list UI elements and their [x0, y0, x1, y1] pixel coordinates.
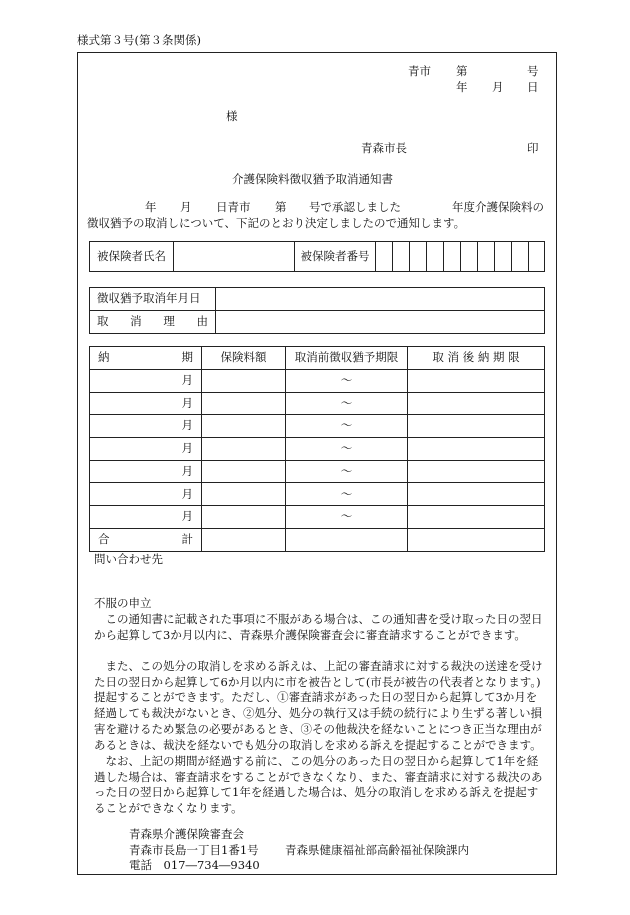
form-label: 様式第３号(第３条関係) [77, 33, 201, 47]
appeal-paragraph-2: また、この処分の取消しを求める訴えは、上記の審査請求に対する裁決の送達を受けた日の翌日から起算して6か月以内に市を被告として(市長が被告の代表者となります。)提起することができます。ただし、①審査請求があった日の翌日から起算して3か月を経過しても裁決がないとき、②処分、処分の執行又は手続の続行により生ずる著しい損害を避けるため緊急の必要があるとき、③その他裁決を経ないことにつき正当な理由があるときは、裁決を経ないでも処分の取消しを求める訴えを提起することができます。 [94, 659, 543, 752]
appeal-heading: 不服の申立 [94, 596, 152, 610]
insured-number-digit [529, 242, 545, 272]
table-row [90, 415, 545, 438]
insured-number-digit [376, 242, 393, 272]
table-row [90, 506, 545, 529]
header-dai: 第 [456, 64, 468, 78]
table-row [90, 483, 545, 506]
contact-org: 青森県介護保険審査会 [129, 827, 244, 841]
total-row: 合 計 [90, 528, 545, 551]
range-tilde: 〜 [340, 373, 353, 388]
cancel-table [89, 287, 545, 334]
table-row [90, 392, 545, 415]
intro-dai: 第 [275, 200, 287, 214]
intro-month: 月 [180, 200, 192, 214]
insured-name-value [174, 242, 295, 272]
contact-address: 青森市長島一丁目1番1号 [129, 843, 259, 857]
insured-number-digit [512, 242, 529, 272]
insured-number-digit [495, 242, 512, 272]
header-period: 納 期 [90, 347, 202, 370]
total-label: 合 [98, 531, 110, 546]
header-year: 年 [456, 80, 468, 94]
appeal-paragraph-3: なお、上記の期間が経過する前に、この処分のあった日の翌日から起算して1年を経過した場合は、審査請求をすることができなくなり、また、審査請求に対する裁決のあった日の翌日から起算して1年を経過した場合は、処分の取消しを求める訴えを提起することができなくなります。 [94, 754, 543, 816]
document-title: 介護保険料徴収猶予取消通知書 [232, 172, 393, 186]
insured-number-digit [410, 242, 427, 272]
cancel-reason-label: 取 消 理 由 [90, 311, 216, 334]
appeal-paragraph-1: この通知書に記載された事項に不服がある場合は、この通知書を受け取った日の翌日から起算して3か月以内に、青森県介護保険審査会に審査請求することができます。 [94, 612, 543, 642]
range-tilde: 〜 [340, 509, 353, 524]
range-tilde: 〜 [340, 463, 353, 478]
payments-table [89, 346, 545, 552]
header-before: 取消前徴収猶予期限 [286, 347, 408, 370]
header-day: 日 [527, 80, 539, 94]
range-tilde: 〜 [340, 418, 353, 433]
range-tilde: 〜 [340, 486, 353, 501]
intro-day-city: 日青市 [216, 200, 251, 214]
insured-number-digit [461, 242, 478, 272]
contact-dept: 青森県健康福祉部高齢福祉保険課内 [285, 843, 469, 857]
intro-fiscal: 年度介護保険料の [452, 200, 544, 214]
insured-number-digit [444, 242, 461, 272]
month-label: 月 [181, 418, 193, 433]
intro-year: 年 [145, 200, 157, 214]
intro-line2: 徴収猶予の取消しについて、下記のとおり決定しましたので通知します。 [87, 216, 466, 230]
header-city: 青市 [408, 64, 431, 78]
table-row [90, 460, 545, 483]
header-month: 月 [492, 80, 504, 94]
month-label: 月 [181, 441, 193, 456]
cancel-reason-value [216, 311, 545, 334]
insured-number-digit [393, 242, 410, 272]
table-row [90, 370, 545, 393]
issuer: 青森市長 [361, 141, 407, 155]
header-after: 取 消 後 納 期 限 [408, 347, 545, 370]
contact-phone: 電話 017―734―9340 [129, 858, 260, 872]
month-label: 月 [181, 486, 193, 501]
month-label: 月 [181, 395, 193, 410]
seal: 印 [527, 141, 539, 155]
header-go: 号 [527, 64, 539, 78]
cancel-date-value [216, 288, 545, 311]
month-label: 月 [181, 463, 193, 478]
month-label: 月 [181, 373, 193, 388]
range-tilde: 〜 [340, 441, 353, 456]
month-label: 月 [181, 509, 193, 524]
range-tilde: 〜 [340, 395, 353, 410]
header-amount: 保険料額 [202, 347, 286, 370]
insured-table [89, 241, 545, 272]
insured-name-label: 被保険者氏名 [90, 242, 174, 272]
insured-number-digit [427, 242, 444, 272]
inquiry-label: 問い合わせ先 [94, 552, 163, 566]
intro-approved: 号で承認しました [309, 200, 401, 214]
insured-number-label: 被保険者番号 [295, 242, 376, 272]
table-row [90, 438, 545, 461]
insured-number-digit [478, 242, 495, 272]
addressee-suffix: 様 [226, 109, 238, 123]
cancel-date-label: 徴収猶予取消年月日 [90, 288, 216, 311]
